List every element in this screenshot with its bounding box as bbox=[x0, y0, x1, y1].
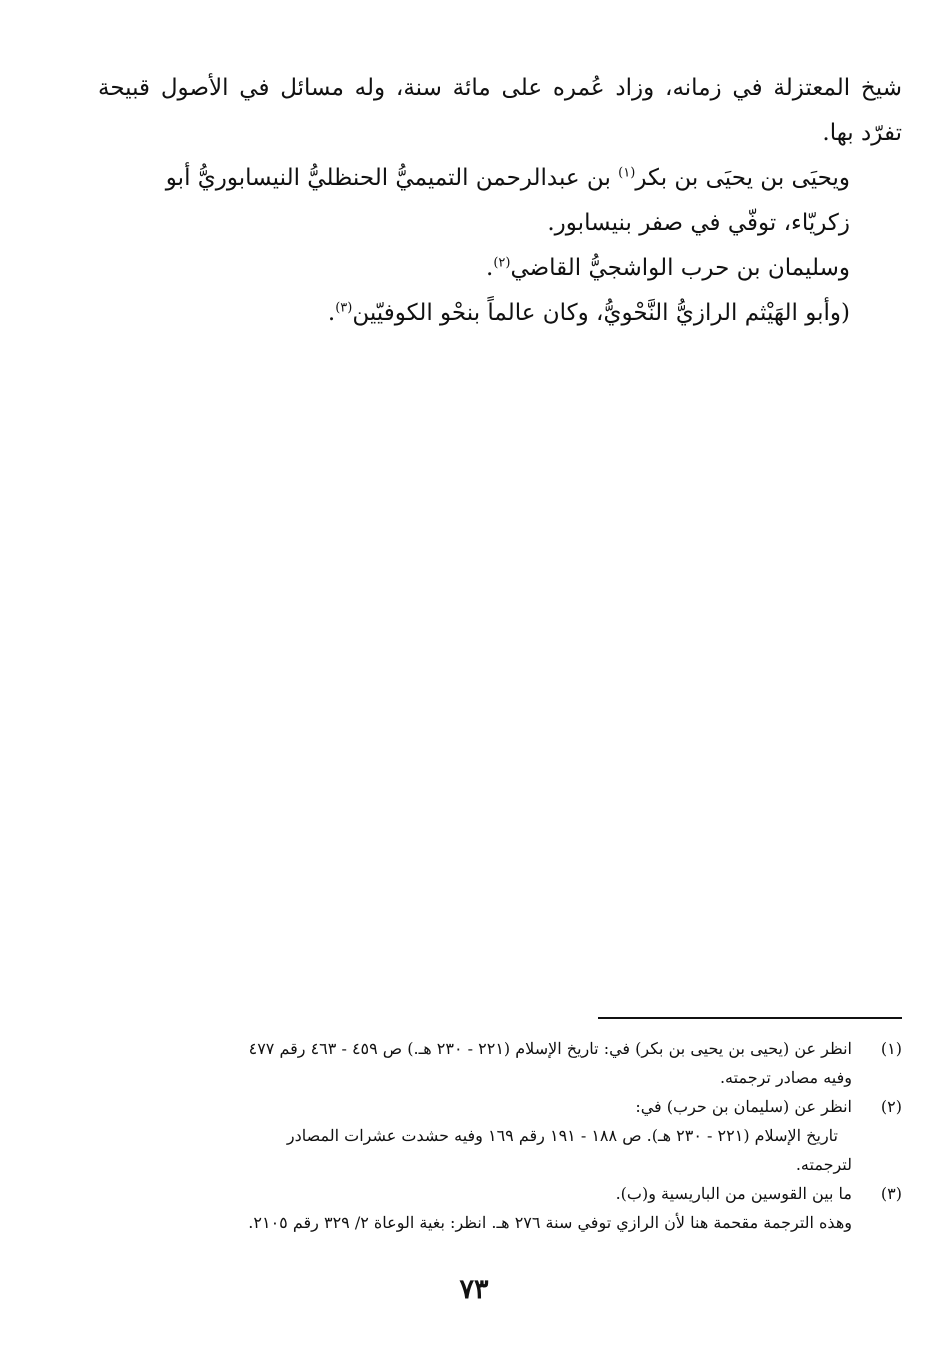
paragraph-mutazila bbox=[98, 66, 902, 156]
footnote-3 bbox=[96, 1179, 902, 1237]
footnote-1 bbox=[96, 1034, 902, 1092]
footnote-number: (٢) bbox=[880, 1097, 902, 1116]
footnote-line: تاريخ الإسلام (٢٢١ - ٢٣٠ هـ). ص ١٨٨ - ١٩١ رقم ١٦٩ وفيه حشدت عشرات المصادر bbox=[286, 1126, 838, 1145]
footnote-number: (٣) bbox=[880, 1184, 902, 1203]
footnote-body bbox=[96, 1092, 852, 1179]
paragraph-text: . bbox=[486, 255, 494, 281]
paragraph-yahya bbox=[98, 156, 902, 246]
paragraph-text: بن عبدالرحمن التميميُّ الحنظليُّ النيسابوريُّ أبو زكريّاء، توفّي في صفر بنيسابور. bbox=[165, 165, 850, 236]
footnote-line: ما بين القوسين من الباريسية و(ب). bbox=[615, 1184, 852, 1203]
paragraph-text: . bbox=[327, 300, 336, 326]
footnote-line: وهذه الترجمة مقحمة هنا لأن الرازي توفي سنة ٢٧٦ هـ. انظر: بغية الوعاة ٢/ ٣٢٩ رقم ٢١٠٥. bbox=[248, 1213, 852, 1232]
main-text-block bbox=[98, 66, 902, 336]
footnote-marker-1[interactable]: (١) bbox=[618, 165, 636, 181]
footnote-marker-2[interactable]: (٢) bbox=[493, 255, 511, 271]
footnote-line: وفيه مصادر ترجمته. bbox=[719, 1068, 852, 1087]
paragraph-abu-haytham bbox=[98, 291, 902, 336]
paragraph-sulayman bbox=[98, 246, 902, 291]
footnote-marker-3[interactable]: (٣) bbox=[335, 300, 353, 316]
paragraph-text: وسليمان بن حرب الواشجيُّ القاضي bbox=[510, 255, 850, 281]
paragraph-text: شيخ المعتزلة في زمانه، وزاد عُمره على مائة سنة، وله مسائل في الأصول قبيحة تفرّد بها. bbox=[98, 75, 902, 146]
footnote-body bbox=[96, 1179, 852, 1237]
footnote-number: (١) bbox=[880, 1039, 902, 1058]
footnote-separator-rule bbox=[598, 1017, 902, 1019]
footnotes-section bbox=[96, 1034, 902, 1237]
paragraph-text: (وأبو الهَيْثم الرازيُّ النَّحْويُّ، وكان عالماً بنحْو الكوفيّين bbox=[352, 300, 850, 326]
footnote-line: انظر عن (يحيى بن يحيى بن بكر) في: تاريخ الإسلام (٢٢١ - ٢٣٠ هـ.) ص ٤٥٩ - ٤٦٣ رقم ٤٧٧ bbox=[248, 1039, 852, 1058]
footnote-body bbox=[96, 1034, 852, 1092]
footnote-2 bbox=[96, 1092, 902, 1179]
paragraph-text: ويحيَى بن يحيَى بن بكر bbox=[635, 165, 850, 191]
footnote-line: انظر عن (سليمان بن حرب) في: bbox=[635, 1097, 852, 1116]
footnote-line: لترجمته. bbox=[795, 1155, 852, 1174]
page-number: ٧٣ bbox=[459, 1274, 489, 1305]
